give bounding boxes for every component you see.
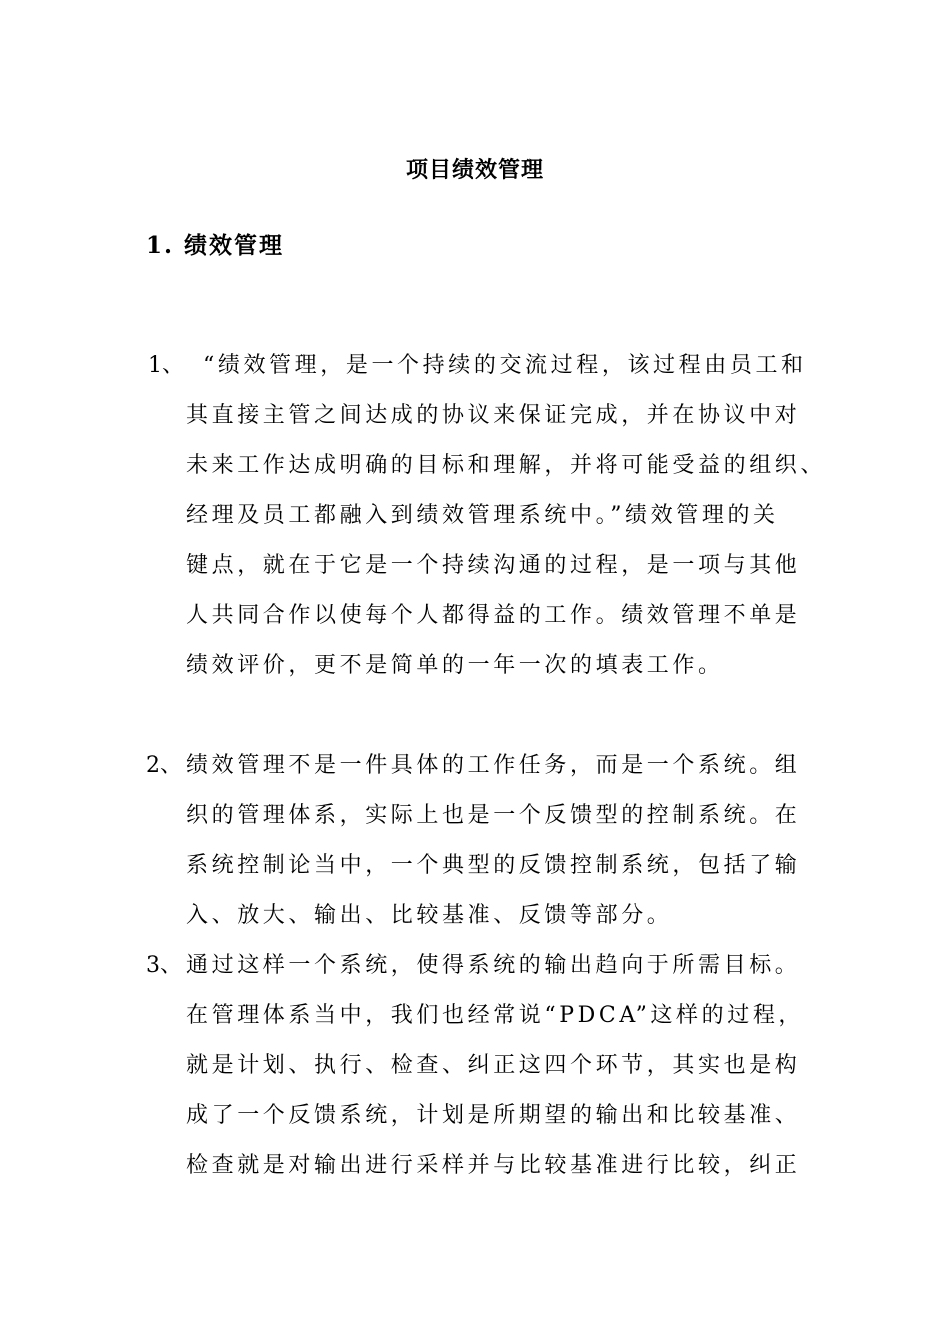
paragraph-line: 系统控制论当中，一个典型的反馈控制系统，包括了输 bbox=[186, 853, 801, 878]
section-heading: 1. 绩效管理 bbox=[146, 232, 285, 259]
paragraph-line: 通过这样一个系统，使得系统的输出趋向于所需目标。 bbox=[186, 953, 801, 978]
document-title: 项目绩效管理 bbox=[405, 157, 544, 183]
paragraph-line: 键点，就在于它是一个持续沟通的过程，是一项与其他 bbox=[186, 553, 801, 578]
paragraph-line: 人共同合作以使每个人都得益的工作。绩效管理不单是 bbox=[186, 603, 801, 628]
paragraph-line: 其直接主管之间达成的协议来保证完成，并在协议中对 bbox=[186, 403, 801, 428]
paragraph-line: 就是计划、执行、检查、纠正这四个环节，其实也是构 bbox=[186, 1053, 801, 1078]
paragraph-line: 未来工作达成明确的目标和理解，并将可能受益的组织、 bbox=[186, 453, 827, 478]
paragraph-number: 3、 bbox=[146, 953, 182, 978]
paragraph-line: 绩效管理不是一件具体的工作任务，而是一个系统。组 bbox=[186, 753, 801, 778]
paragraph-line: 成了一个反馈系统，计划是所期望的输出和比较基准、 bbox=[186, 1103, 801, 1128]
paragraph-number: 1、 bbox=[148, 353, 184, 378]
paragraph-line: 织的管理体系，实际上也是一个反馈型的控制系统。在 bbox=[186, 803, 801, 828]
paragraph-line: “绩效管理，是一个持续的交流过程，该过程由员工和 bbox=[203, 353, 807, 378]
paragraph-line: 经理及员工都融入到绩效管理系统中。”绩效管理的关 bbox=[186, 503, 779, 528]
paragraph-line: 入、放大、输出、比较基准、反馈等部分。 bbox=[186, 903, 673, 928]
paragraph-line: 绩效评价，更不是简单的一年一次的填表工作。 bbox=[186, 653, 724, 678]
paragraph-line: 在管理体系当中，我们也经常说“PDCA”这样的过程， bbox=[186, 1003, 805, 1028]
paragraph-number: 2、 bbox=[146, 753, 182, 778]
paragraph-line: 检查就是对输出进行采样并与比较基准进行比较，纠正 bbox=[186, 1153, 801, 1178]
